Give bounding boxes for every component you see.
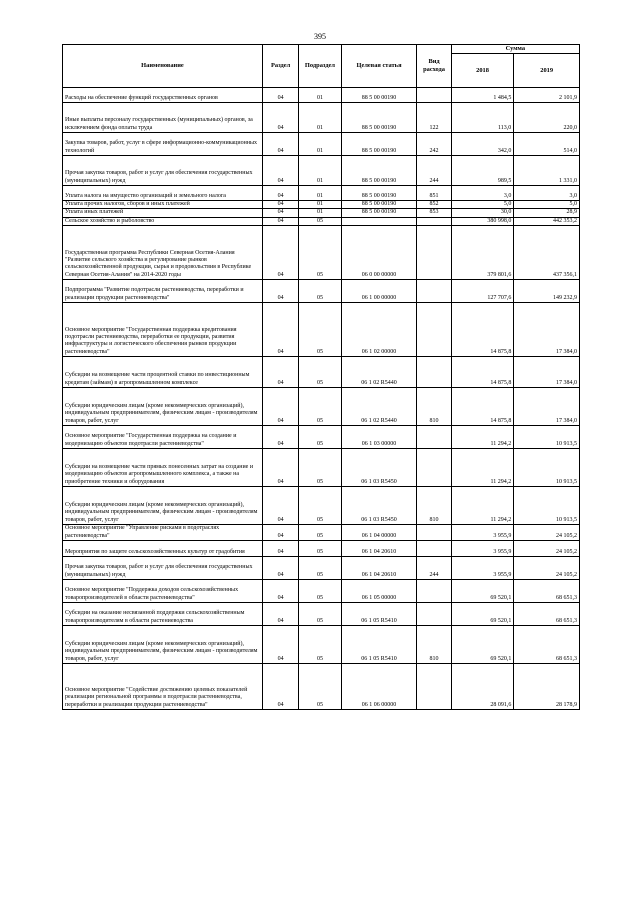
row-value-2019: 149 232,9 [514,280,580,303]
table-row [63,103,580,133]
table-row [63,626,580,664]
row-expense-type: 852 [417,201,451,209]
row-target-article: 88 5 00 00190 [341,186,417,201]
row-value-2018: 14 875,8 [451,357,514,388]
row-value-2019: 1 331,0 [514,156,580,186]
header-name: Наименование [63,45,263,88]
row-name: Субсидии юридическим лицам (кроме некоммерческих организаций), индивидуальным предпринимателям, физическим лицам - производителям товаров, работ, услуг [63,626,263,664]
row-subsection: 05 [299,487,341,525]
row-expense-type [417,226,451,280]
row-section: 04 [262,557,298,580]
row-value-2019: 24 105,2 [514,541,580,557]
row-name: Сельское хозяйство и рыболовство [63,217,263,225]
row-name: Основное мероприятие "Государственная поддержка кредитования подотрасли растениеводства, переработки ее продукции, развития инфраструктуры и логистического обеспечения рынков продукции растениеводства" [63,303,263,357]
row-section: 04 [262,280,298,303]
row-expense-type [417,664,451,710]
row-target-article: 06 1 02 R5440 [341,357,417,388]
row-section: 04 [262,580,298,603]
row-target-article: 06 1 00 00000 [341,280,417,303]
row-expense-type [417,217,451,225]
row-subsection: 01 [299,103,341,133]
row-value-2018: 3 955,9 [451,525,514,541]
table-row [63,88,580,103]
row-target-article: 88 5 00 00190 [341,156,417,186]
row-subsection: 05 [299,525,341,541]
row-target-article: 88 5 00 00190 [341,103,417,133]
row-target-article: 06 1 04 20610 [341,541,417,557]
row-expense-type: 851 [417,186,451,201]
row-value-2019: 220,0 [514,103,580,133]
row-target-article: 88 5 00 00190 [341,209,417,217]
row-subsection: 05 [299,426,341,449]
table-row [63,156,580,186]
table-row [63,487,580,525]
row-name: Уплата иных платежей [63,209,263,217]
row-target-article: 06 1 05 R5410 [341,626,417,664]
row-subsection: 01 [299,88,341,103]
row-value-2018: 380 998,0 [451,217,514,225]
row-name: Прочая закупка товаров, работ и услуг для обеспечения государственных (муниципальных) нужд [63,557,263,580]
row-name: Основное мероприятие "Управление рисками в подотраслях растениеводства" [63,525,263,541]
row-section: 04 [262,226,298,280]
row-value-2018: 14 875,8 [451,388,514,426]
row-name: Уплата налога на имущество организаций и земельного налога [63,186,263,201]
row-section: 04 [262,201,298,209]
row-target-article: 06 1 02 R5440 [341,388,417,426]
row-value-2018: 11 294,2 [451,487,514,525]
row-target-article [341,217,417,225]
row-subsection: 05 [299,603,341,626]
table-row [63,557,580,580]
row-value-2018: 69 520,1 [451,580,514,603]
row-target-article: 88 5 00 00190 [341,201,417,209]
row-expense-type [417,280,451,303]
row-section: 04 [262,186,298,201]
row-value-2019: 3,0 [514,186,580,201]
row-value-2019: 68 651,3 [514,603,580,626]
row-subsection: 05 [299,557,341,580]
row-expense-type: 853 [417,209,451,217]
budget-table [62,44,580,710]
row-target-article: 06 1 05 R5410 [341,603,417,626]
row-expense-type [417,603,451,626]
table-row [63,525,580,541]
row-value-2018: 30,0 [451,209,514,217]
row-name: Уплата прочих налогов, сборов и иных платежей [63,201,263,209]
row-section: 04 [262,487,298,525]
row-target-article: 06 1 05 00000 [341,580,417,603]
row-expense-type [417,525,451,541]
row-name: Субсидии юридическим лицам (кроме некоммерческих организаций), индивидуальным предпринимателям, физическим лицам - производителям товаров, работ, услуг [63,487,263,525]
row-value-2019: 10 913,5 [514,487,580,525]
row-subsection: 01 [299,186,341,201]
row-value-2019: 24 105,2 [514,557,580,580]
table-row [63,303,580,357]
row-target-article: 06 1 03 R5450 [341,449,417,487]
row-section: 04 [262,603,298,626]
row-value-2019: 17 384,0 [514,388,580,426]
row-expense-type [417,541,451,557]
row-value-2019: 442 353,2 [514,217,580,225]
table-row [63,580,580,603]
row-value-2019: 10 913,5 [514,426,580,449]
row-target-article: 88 5 00 00190 [341,88,417,103]
table-row [63,357,580,388]
row-value-2018: 3 955,9 [451,557,514,580]
row-expense-type: 244 [417,557,451,580]
row-name: Закупка товаров, работ, услуг в сфере информационно-коммуникационных технологий [63,133,263,156]
row-subsection: 01 [299,156,341,186]
row-section: 04 [262,525,298,541]
row-value-2018: 1 484,5 [451,88,514,103]
row-value-2018: 342,0 [451,133,514,156]
row-subsection: 05 [299,226,341,280]
row-value-2019: 28,9 [514,209,580,217]
row-value-2019: 437 356,1 [514,226,580,280]
row-value-2018: 113,0 [451,103,514,133]
row-subsection: 05 [299,388,341,426]
row-section: 04 [262,541,298,557]
row-name: Основное мероприятие "Содействие достижению целевых показателей реализации региональной программы в подотрасли растениеводства, переработки и реализации продукции растениеводства" [63,664,263,710]
row-value-2018: 11 294,2 [451,449,514,487]
row-subsection: 05 [299,580,341,603]
row-name: Субсидии на оказание несвязанной поддержки сельскохозяйственным товаропроизводителям в области растениеводства [63,603,263,626]
row-expense-type: 244 [417,156,451,186]
table-row [63,449,580,487]
row-expense-type [417,449,451,487]
header-subsection: Подраздел [299,45,341,88]
row-expense-type [417,88,451,103]
header-target-article: Целевая статья [341,45,417,88]
row-name: Прочая закупка товаров, работ и услуг для обеспечения государственных (муниципальных) нужд [63,156,263,186]
row-target-article: 06 1 04 20610 [341,557,417,580]
row-value-2018: 989,5 [451,156,514,186]
row-value-2019: 68 651,3 [514,626,580,664]
row-target-article: 06 1 06 00000 [341,664,417,710]
table-body [63,88,580,710]
row-value-2019: 10 913,5 [514,449,580,487]
page-number: 395 [314,32,326,41]
row-expense-type [417,303,451,357]
table-row [63,217,580,225]
row-name: Иные выплаты персоналу государственных (муниципальных) органов, за исключением фонда оплаты труда [63,103,263,133]
row-section: 04 [262,388,298,426]
row-section: 04 [262,303,298,357]
row-expense-type [417,426,451,449]
row-value-2019: 68 651,3 [514,580,580,603]
row-section: 04 [262,357,298,388]
table-row [63,541,580,557]
row-name: Мероприятия по защите сельскохозяйственных культур от градобития [63,541,263,557]
row-section: 04 [262,626,298,664]
row-section: 04 [262,209,298,217]
row-section: 04 [262,426,298,449]
row-target-article: 06 1 03 00000 [341,426,417,449]
row-value-2019: 514,0 [514,133,580,156]
row-name: Субсидии юридическим лицам (кроме некоммерческих организаций), индивидуальным предпринимателям, физическим лицам - производителям товаров, работ, услуг [63,388,263,426]
header-year-2018: 2018 [451,54,514,88]
row-value-2018: 5,0 [451,201,514,209]
row-target-article: 06 1 02 00000 [341,303,417,357]
row-value-2018: 3,0 [451,186,514,201]
row-value-2018: 14 875,8 [451,303,514,357]
table-row [63,209,580,217]
row-section: 04 [262,103,298,133]
row-subsection: 05 [299,541,341,557]
row-name: Основное мероприятие "Государственная поддержка на создание и модернизацию объектов подотрасли растениеводства" [63,426,263,449]
row-name: Субсидии на возмещение части прямых понесенных затрат на создание и модернизацию объектов агропромышленного комплекса, а также на приобретение техники и оборудования [63,449,263,487]
row-expense-type: 810 [417,487,451,525]
header-sum: Сумма [451,45,579,54]
row-expense-type [417,357,451,388]
row-value-2019: 17 384,0 [514,357,580,388]
table-row [63,201,580,209]
table-row [63,664,580,710]
table-row [63,388,580,426]
row-value-2018: 69 520,1 [451,603,514,626]
row-name: Государственная программа Республики Северная Осетия-Алания "Развитие сельского хозяйства и регулирование рынков сельскохозяйственной продукции, сырья и продовольствия в Республике Северная Осетия-Алания" на 2014-2020 годы [63,226,263,280]
table-row [63,186,580,201]
header-expense-type: Вид расхода [417,45,451,88]
row-expense-type: 242 [417,133,451,156]
row-target-article: 06 1 03 R5450 [341,487,417,525]
row-subsection: 05 [299,280,341,303]
row-expense-type [417,580,451,603]
row-value-2019: 17 384,0 [514,303,580,357]
row-subsection: 05 [299,217,341,225]
row-subsection: 05 [299,664,341,710]
row-target-article: 88 5 00 00190 [341,133,417,156]
header-year-2019: 2019 [514,54,580,88]
row-subsection: 05 [299,626,341,664]
table-row [63,226,580,280]
row-name: Субсидии на возмещение части процентной ставки по инвестиционным кредитам (займам) в агропромышленном комплексе [63,357,263,388]
row-section: 04 [262,88,298,103]
row-value-2018: 28 091,6 [451,664,514,710]
row-subsection: 01 [299,201,341,209]
row-value-2018: 69 520,1 [451,626,514,664]
row-subsection: 05 [299,303,341,357]
row-value-2019: 5,0 [514,201,580,209]
header-section: Раздел [262,45,298,88]
row-section: 04 [262,133,298,156]
row-expense-type: 122 [417,103,451,133]
table-row [63,280,580,303]
row-value-2018: 379 801,6 [451,226,514,280]
row-subsection: 05 [299,449,341,487]
row-section: 04 [262,217,298,225]
row-section: 04 [262,449,298,487]
row-target-article: 06 1 04 00000 [341,525,417,541]
row-value-2019: 24 105,2 [514,525,580,541]
row-section: 04 [262,156,298,186]
row-subsection: 05 [299,357,341,388]
row-value-2018: 127 707,6 [451,280,514,303]
row-value-2019: 28 178,9 [514,664,580,710]
table-row [63,426,580,449]
table-row [63,133,580,156]
table-row [63,603,580,626]
row-subsection: 01 [299,209,341,217]
row-value-2018: 11 294,2 [451,426,514,449]
row-target-article: 06 0 00 00000 [341,226,417,280]
row-name: Расходы на обеспечение функций государственных органов [63,88,263,103]
row-subsection: 01 [299,133,341,156]
row-name: Подпрограмма "Развитие подотрасли растениеводства, переработки и реализации продукции растениеводства" [63,280,263,303]
row-value-2019: 2 101,9 [514,88,580,103]
row-expense-type: 810 [417,626,451,664]
row-value-2018: 3 955,9 [451,541,514,557]
row-expense-type: 810 [417,388,451,426]
row-section: 04 [262,664,298,710]
row-name: Основное мероприятие "Поддержка доходов сельскохозяйственных товаропроизводителей в области растениеводства" [63,580,263,603]
